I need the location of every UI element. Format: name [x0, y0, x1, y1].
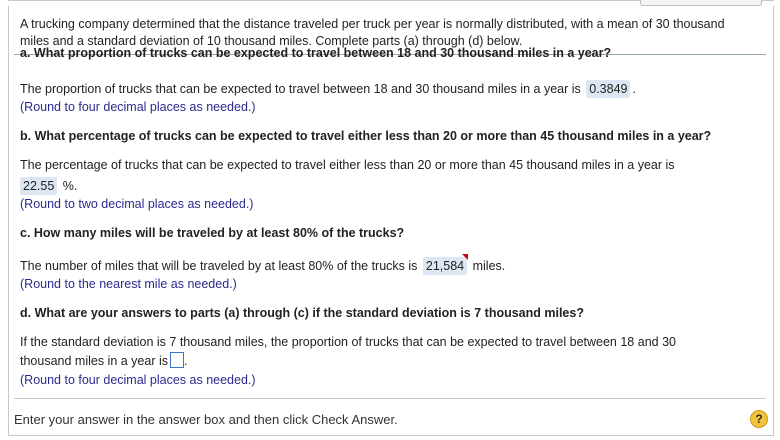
part-c-hint: (Round to the nearest mile as needed.)	[20, 277, 237, 291]
part-b-question: b. What percentage of trucks can be expected to travel either less than 20 or more than 45 thousand miles in a year?	[20, 129, 712, 143]
footer-instruction: Enter your answer in the answer box and then click Check Answer.	[14, 412, 398, 427]
problem-line-2: miles and a standard deviation of 10 thousand miles. Complete parts (a) through (d) below.	[20, 34, 523, 48]
scrollable-answer-pane[interactable]	[14, 60, 766, 399]
part-b-answer-field[interactable]: 22.55	[20, 177, 57, 195]
cut-off-question-a: a. What proportion of trucks can be expected to travel between 18 and 30 thousand miles in a year?	[20, 46, 612, 60]
part-d-question: d. What are your answers to parts (a) through (c) if the standard deviation is 7 thousand miles?	[20, 306, 584, 320]
help-icon[interactable]: ?	[750, 410, 768, 428]
part-c-answer-field[interactable]: 21,584	[423, 257, 467, 275]
part-c-answer-line	[20, 257, 505, 275]
problem-statement	[20, 16, 760, 50]
part-d-answer-suffix: .	[184, 354, 188, 368]
part-b-answer-line	[20, 177, 77, 195]
part-d-answer-line-2	[20, 352, 187, 369]
part-c-answer-suffix: miles.	[472, 259, 506, 273]
part-c-answer-text: The number of miles that will be traveled by at least 80% of the trucks is	[20, 259, 418, 273]
part-c-question: c. How many miles will be traveled by at least 80% of the trucks?	[20, 226, 405, 240]
part-a-answer-line	[20, 80, 636, 98]
part-a-answer-field[interactable]: 0.3849	[586, 80, 630, 98]
part-a-hint: (Round to four decimal places as needed.)	[20, 100, 256, 114]
part-b-answer-text: The percentage of trucks that can be expected to travel either less than 20 or more than 45 thousand miles in a year is	[20, 158, 675, 172]
part-b-answer-suffix: %.	[62, 179, 78, 193]
part-b-hint: (Round to two decimal places as needed.)	[20, 197, 254, 211]
problem-line-1: A trucking company determined that the distance traveled per truck per year is normally distributed, with a mean of 30 thousand	[20, 17, 725, 31]
part-a-answer-text: The proportion of trucks that can be expected to travel between 18 and 30 thousand miles in a year is	[20, 82, 581, 96]
part-a-answer-suffix: .	[632, 82, 636, 96]
part-d-answer-line-1: If the standard deviation is 7 thousand miles, the proportion of trucks that can be expected to travel between 18 and 30	[20, 335, 676, 349]
part-d-answer-input[interactable]	[170, 352, 184, 368]
part-d-hint: (Round to four decimal places as needed.)	[20, 373, 256, 387]
part-d-answer-text: thousand miles in a year is	[20, 354, 168, 368]
